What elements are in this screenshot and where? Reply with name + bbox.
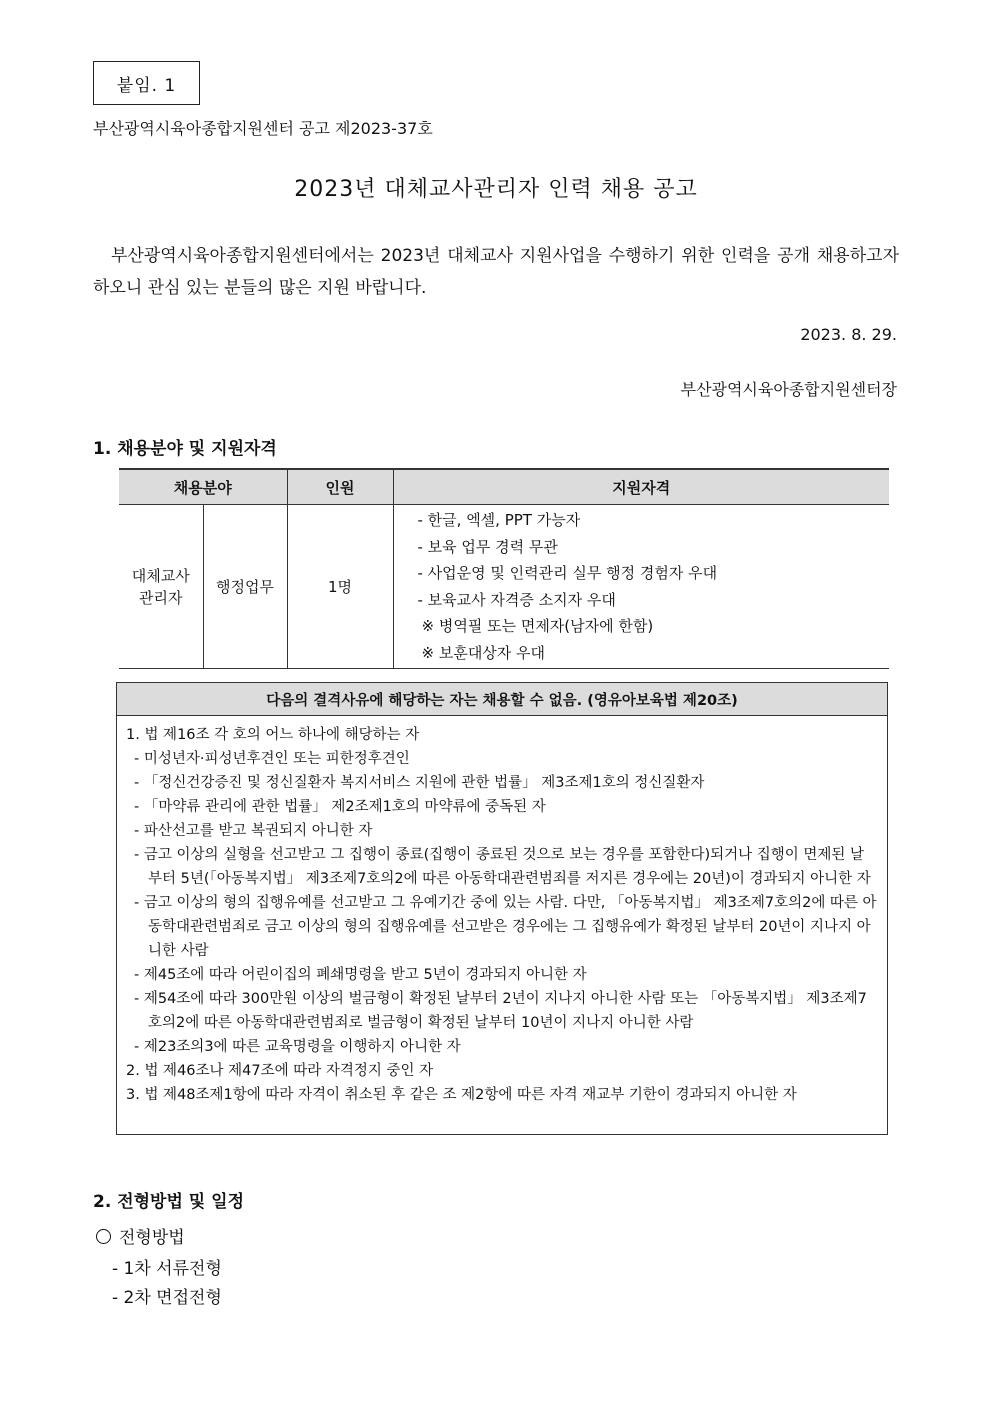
header-count: 인원 — [287, 469, 393, 505]
list-item: 3. 법 제48조제1항에 따라 자격이 취소된 후 같은 조 제2항에 따른 자격 재교부 기한이 경과되지 아니한 자 — [126, 1087, 797, 1103]
header-field: 채용분야 — [119, 469, 287, 505]
list-item: - 제54조에 따라 300만원 이상의 벌금형이 확정된 날부터 2년이 지나지 아니한 사람 또는 「아동복지법」 제3조제7호의2에 따른 아동학대관련범죄로 벌금형이 확정된 날부터 10년이 지나지 아니한 사람 — [134, 991, 867, 1031]
method-step: - 2차 면접전형 — [112, 1288, 222, 1308]
method-label: 전형방법 — [119, 1228, 185, 1248]
qualification-item: ※ 병역필 또는 면제자(남자에 한함) — [421, 617, 654, 635]
qualification-cell — [393, 505, 889, 669]
notice-number: 부산광역시육아종합지원센터 공고 제2023-37호 — [93, 119, 433, 138]
section2-heading: 2. 전형방법 및 일정 — [93, 1192, 244, 1212]
field-line: 관리자 — [139, 588, 183, 607]
intro-paragraph: 부산광역시육아종합지원센터에서는 2023년 대체교사 지원사업을 수행하기 위한 인력을 공개 채용하고자 하오니 관심 있는 분들의 많은 지원 바랍니다. — [93, 246, 899, 298]
header-qualification: 지원자격 — [393, 469, 889, 505]
issuer: 부산광역시육아종합지원센터장 — [680, 380, 897, 399]
list-item: - 금고 이상의 형의 집행유예를 선고받고 그 유예기간 중에 있는 사람. 다만, 「아동복지법」 제3조제7호의2에 따른 아동학대관련범죄로 금고 이상의 형의 집행유예를 선고받은 경우에는 그 집행유예가 확정된 날부터 20년이 지나지 아니한 사람 — [134, 895, 877, 959]
qualification-item: - 보육교사 자격증 소지자 우대 — [417, 590, 616, 609]
section1-heading: 1. 채용분야 및 지원자격 — [93, 439, 277, 459]
list-item: - 파산선고를 받고 복권되지 아니한 자 — [134, 823, 373, 839]
field-line: 대체교사 — [131, 566, 190, 585]
disqualification-heading: 다음의 결격사유에 해당하는 자는 채용할 수 없음. (영유아보육법 제20조) — [117, 683, 887, 716]
count-cell: 1명 — [287, 505, 393, 669]
list-item: - 제45조에 따라 어린이집의 폐쇄명령을 받고 5년이 경과되지 아니한 자 — [134, 967, 587, 983]
list-item: - 「마약류 관리에 관한 법률」 제2조제1호의 마약류에 중독된 자 — [134, 799, 546, 815]
qualification-item: ※ 보훈대상자 우대 — [421, 643, 546, 662]
table-row — [119, 505, 889, 669]
disqualification-list — [117, 716, 887, 1107]
attachment-label: 붙임. 1 — [93, 61, 200, 105]
list-item: 1. 법 제16조 각 호의 어느 하나에 해당하는 자 — [126, 727, 420, 743]
qualification-table — [119, 468, 889, 669]
list-item: - 미성년자·피성년후견인 또는 피한정후견인 — [134, 751, 410, 767]
qualification-item: - 보육 업무 경력 무관 — [417, 537, 558, 556]
method-heading — [96, 1223, 185, 1248]
task-cell: 행정업무 — [203, 505, 287, 669]
circle-bullet-icon — [96, 1229, 111, 1244]
qualification-item: - 한글, 엑셀, PPT 가능자 — [417, 511, 581, 529]
list-item: - 금고 이상의 실형을 선고받고 그 집행이 종료(집행이 종료된 것으로 보는 경우를 포함한다)되거나 집행이 면제된 날부터 5년(「아동복지법」 제3조제7호의2에 따른 아동학대관련범죄를 저지른 경우에는 20년)이 경과되지 아니한 자 — [134, 847, 871, 887]
list-item: - 「정신건강증진 및 정신질환자 복지서비스 지원에 관한 법률」 제3조제1호의 정신질환자 — [134, 775, 705, 791]
notice-date: 2023. 8. 29. — [800, 325, 897, 344]
field-cell — [119, 505, 203, 669]
page-title: 2023년 대체교사관리자 인력 채용 공고 — [294, 177, 698, 202]
table-header-row — [119, 469, 889, 505]
list-item: 2. 법 제46조나 제47조에 따라 자격정지 중인 자 — [126, 1063, 434, 1079]
list-item: - 제23조의3에 따른 교육명령을 이행하지 아니한 자 — [134, 1039, 461, 1055]
method-step: - 1차 서류전형 — [112, 1259, 222, 1279]
disqualification-box — [116, 682, 888, 1135]
qualification-item: - 사업운영 및 인력관리 실무 행정 경험자 우대 — [417, 564, 718, 582]
